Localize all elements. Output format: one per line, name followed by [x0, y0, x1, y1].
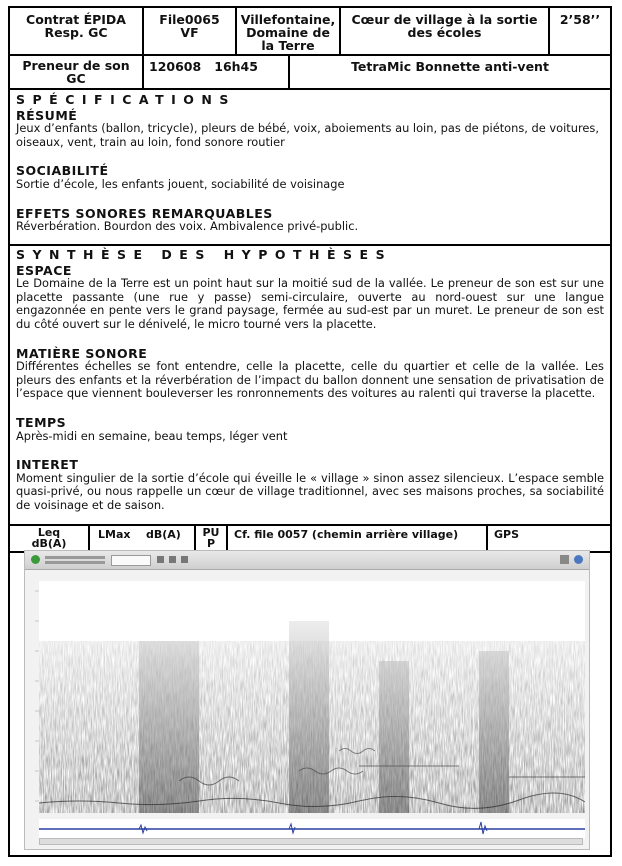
sociabilite-text: Sortie d’école, les enfants jouent, sociabilité de voisinage — [16, 176, 345, 191]
lmax-cell: LMax — [98, 528, 131, 541]
header-row — [10, 8, 610, 56]
espace-text: Le Domaine de la Terre est un point haut sur la moitié sud de la vallée. Le preneur de son est sur une placette passante (une rue y passe) semi-circulaire, ouverte au nord-ouest sur une langue engazonnée en pente vers le grand paysage, fermée au sud-est par un muret. Le preneur de son est du côté ouvert sur le dénivelé, le micro tourné vers la placette. — [16, 276, 604, 331]
place-cell: Villefontaine, Domaine de la Terre — [237, 8, 341, 54]
gps-cell: GPS — [494, 528, 520, 541]
date-time-cell: 120608 16h45 — [144, 56, 290, 88]
reference-cell: Cf. file 0057 (chemin arrière village) — [228, 526, 488, 551]
effets-text: Réverbération. Bourdon des voix. Ambivalence privé-public. — [16, 219, 359, 234]
preneur-cell: Preneur de son GC — [10, 56, 144, 88]
resume-text: Jeux d’enfants (ballon, tricycle), pleurs de bébé, voix, aboiements au loin, pas de piétons, de voitures, oiseaux, vent, train au loin, fond sonore routier — [16, 121, 599, 149]
matiere-text: Différentes échelles se font entendre, celle la placette, celle du quartier et celle de la vallée. Les pleurs des enfants et la réverbération de l’impact du ballon donnent une sensation de privatisation de l’espace que viennent bouleverser les ronronnements des voitures au ralenti qui traverse la placette. — [16, 359, 604, 401]
specifications-heading: SPÉCIFICATIONS — [16, 92, 236, 107]
leq-cell: Leq dB(A) — [10, 526, 90, 551]
play-icon — [31, 555, 40, 564]
interet-text: Moment singulier de la sortie d’école qui éveille le « village » sinon assez silencieux. L’espace semble quasi-privé, ou nous rappelle un cœur de village traditionnel, avec ses maisons proches, sa sociabilité de voisinage et de saison. — [16, 470, 604, 512]
toolbar-tool-icon — [169, 556, 176, 563]
temps-text: Après-midi en semaine, beau temps, léger vent — [16, 428, 288, 443]
toolbar-select-icon — [111, 555, 151, 566]
contract-cell: Contrat ÉPIDA Resp. GC — [10, 8, 144, 54]
waveform-track — [39, 819, 585, 839]
recording-row — [10, 56, 610, 90]
interet-title: INTERET — [16, 457, 79, 473]
spectrogram-toolbar — [25, 551, 589, 570]
specifications-section — [10, 90, 610, 246]
info-icon — [574, 555, 583, 564]
temps-title: TEMPS — [16, 414, 67, 430]
synthese-heading: SYNTHÈSE DES HYPOTHÈSES — [16, 247, 393, 262]
pup-cell: PU P — [196, 526, 228, 551]
measures-row — [10, 526, 610, 553]
file-cell: File0065 VF — [144, 8, 237, 54]
effets-title: EFFETS SONORES REMARQUABLES — [16, 205, 273, 221]
spectrogram-image — [39, 581, 585, 813]
sociabilite-title: SOCIABILITÉ — [16, 163, 109, 179]
frequency-axis — [25, 581, 39, 813]
matiere-title: MATIÈRE SONORE — [16, 345, 148, 361]
spectrogram-screenshot — [24, 550, 590, 850]
print-icon — [560, 555, 569, 564]
toolbar-tool-icon — [157, 556, 164, 563]
synthese-section — [10, 246, 610, 526]
dba-cell: dB(A) — [138, 526, 196, 551]
duration-cell: 2’58’’ — [559, 12, 601, 27]
timeline-bar — [39, 838, 583, 845]
toolbar-slider-icon — [45, 556, 105, 559]
toolbar-tool-icon — [181, 556, 188, 563]
equipment-cell: TetraMic Bonnette anti-vent — [351, 59, 549, 74]
title-cell: Cœur de village à la sortie des écoles — [341, 8, 550, 54]
espace-title: ESPACE — [16, 262, 72, 278]
resume-title: RÉSUMÉ — [16, 107, 78, 123]
toolbar-slider-icon — [45, 561, 105, 564]
